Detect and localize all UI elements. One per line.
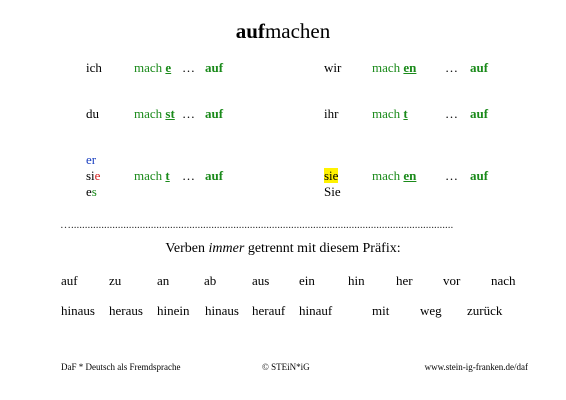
verb-wir [372, 60, 416, 76]
pronoun-sie-formal: Sie [324, 184, 341, 199]
pronoun-er [86, 152, 96, 168]
verb-ending: en [403, 168, 417, 183]
title-rest: machen [264, 19, 331, 43]
verb-stem: mach [134, 168, 163, 183]
footer-center: © STEiN*iG [262, 362, 310, 372]
verb-er-sie-es [134, 168, 170, 184]
prefix-word: hinaus [205, 303, 239, 318]
ellipsis: … [445, 106, 458, 121]
prefix-word: her [396, 273, 413, 288]
prefix-word: ab [204, 273, 217, 288]
ellipsis: … [182, 168, 195, 183]
note-before: Verben [165, 241, 209, 256]
verb-ending: st [165, 106, 175, 121]
prefix-word: aus [252, 273, 270, 288]
verb-stem: mach [134, 106, 163, 121]
prefix-word: herauf [252, 303, 286, 318]
prefix-word: hin [348, 273, 365, 288]
verb-stem: mach [372, 168, 401, 183]
prefix-word: zurück [467, 303, 503, 318]
verb-sie [372, 168, 416, 184]
separable-prefix: auf [470, 60, 489, 75]
prefix-word: mit [372, 303, 390, 318]
pronoun-es [86, 184, 97, 200]
pronoun-segment: s [91, 184, 97, 199]
ellipsis: … [182, 60, 195, 75]
pronoun-segment: e [86, 184, 92, 199]
footer-right[interactable]: www.stein-ig-franken.de/daf [424, 362, 528, 372]
ellipsis: … [445, 168, 458, 183]
pronoun-segment: si [86, 168, 95, 183]
pronoun-ihr: ihr [324, 106, 339, 121]
pronoun-segment: e [94, 168, 101, 183]
separable-prefix: auf [470, 168, 489, 183]
pronoun-du: du [86, 106, 99, 121]
separable-prefix: auf [205, 168, 224, 183]
ellipsis: … [182, 106, 195, 121]
verb-ending: e [165, 60, 172, 75]
verb-du [134, 106, 175, 122]
prefix-word: weg [420, 303, 442, 318]
verb-ending: t [403, 106, 408, 121]
separable-prefix: auf [205, 106, 224, 121]
footer-left: DaF * Deutsch als Fremdsprache [61, 362, 181, 372]
prefix-word: hinein [157, 303, 190, 318]
prefix-word: hinaus [61, 303, 95, 318]
note-emphasis: immer [208, 241, 245, 256]
prefix-word: hinauf [299, 303, 333, 318]
pronoun-ich: ich [86, 60, 102, 75]
page-title [0, 19, 566, 44]
pronoun-wir: wir [324, 60, 342, 75]
pronoun-highlight: sie [324, 168, 339, 183]
prefix-word: ein [299, 273, 315, 288]
pronoun-sie [86, 168, 100, 184]
note-after: getrennt mit diesem Präfix: [244, 241, 401, 256]
verb-ich [134, 60, 171, 76]
prefix-word: an [157, 273, 170, 288]
prefix-word: auf [61, 273, 78, 288]
verb-ihr [372, 106, 408, 122]
prefix-note [0, 241, 566, 257]
dotted-separator: …........................................................................................................................................... [60, 219, 454, 231]
verb-ending: en [403, 60, 417, 75]
verb-stem: mach [134, 60, 163, 75]
title-prefix: auf [235, 19, 265, 43]
separable-prefix: auf [470, 106, 489, 121]
prefix-word: vor [443, 273, 461, 288]
pronoun-sie-plural [324, 168, 338, 184]
verb-stem: mach [372, 106, 401, 121]
verb-ending: t [165, 168, 170, 183]
ellipsis: … [445, 60, 458, 75]
verb-stem: mach [372, 60, 401, 75]
separable-prefix: auf [205, 60, 224, 75]
prefix-word: heraus [109, 303, 143, 318]
prefix-word: nach [491, 273, 516, 288]
prefix-word: zu [109, 273, 122, 288]
pronoun-segment: er [86, 152, 97, 167]
